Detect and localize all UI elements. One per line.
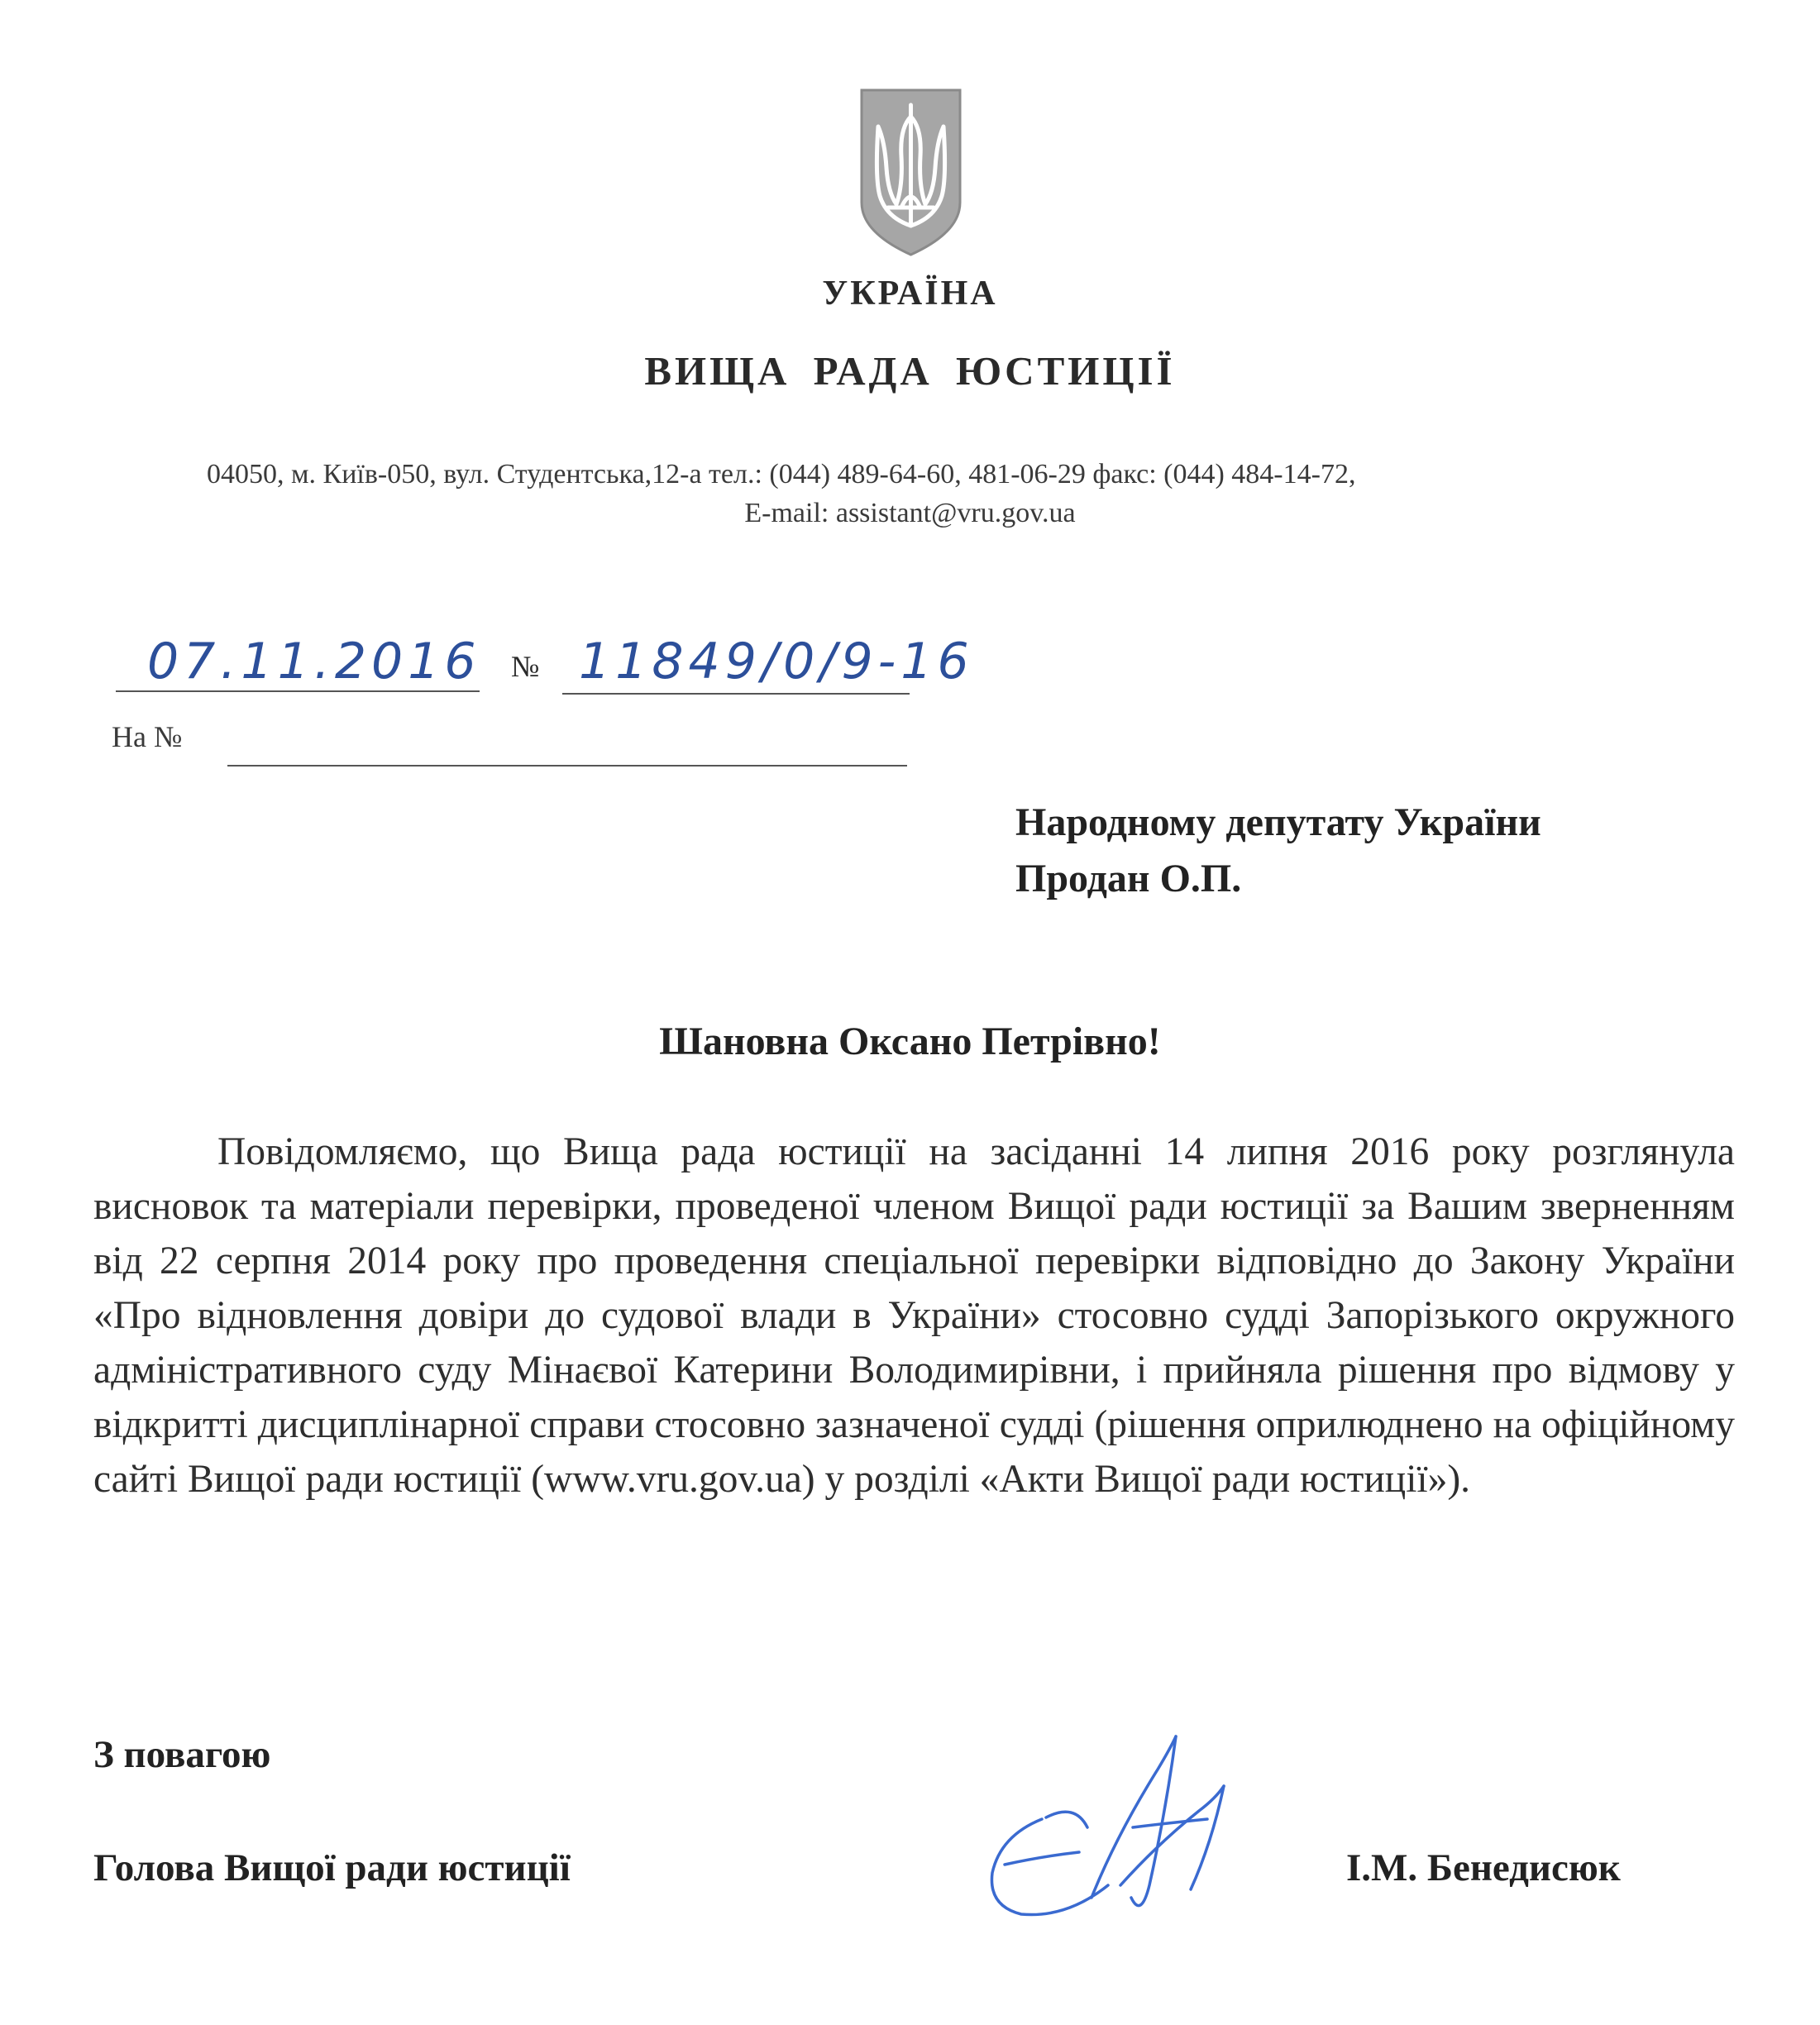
country-name: УКРАЇНА bbox=[822, 275, 998, 313]
reply-to-label: На № bbox=[112, 720, 183, 753]
signer-position: Голова Вищої ради юстиції bbox=[93, 1846, 571, 1889]
coat-of-arms-icon bbox=[858, 87, 963, 258]
letter-body: Повідомляємо, що Вища рада юстиції на засіданні 14 липня 2016 року розглянула висновок та матеріали перевірки, проведеної членом Вищої ради юстиції за Вашим зверненням від 22 серпня 2014 року про проведення спеціальної перевірки відповідно до Закону України «Про відновлення довіри до судової влади в України» стосовно судді Запорізького окружного адміністративного суду Мінаєвої Катерини Володимирівни, і прийняла рішення про відмову у відкритті дисциплінарної справи стосовно зазначеної судді (рішення оприлюднено на офіційному сайті Вищої ради юстиції (www.vru.gov.ua) у розділі «Акти Вищої ради юстиції»). bbox=[93, 1130, 1735, 1501]
signer-name: І.М. Бенедисюк bbox=[1346, 1846, 1621, 1889]
organization-name: ВИЩА РАДА ЮСТИЦІЇ bbox=[644, 348, 1176, 394]
email-line: E-mail: assistant@vru.gov.ua bbox=[744, 498, 1076, 528]
number-label: № bbox=[511, 650, 540, 683]
outgoing-date: 07.11.2016 bbox=[147, 633, 481, 690]
date-underline bbox=[116, 690, 480, 692]
outgoing-number: 11849/0/9-16 bbox=[579, 633, 974, 690]
recipient-name: Продан О.П. bbox=[1015, 857, 1242, 900]
recipient-title: Народному депутату України bbox=[1015, 800, 1541, 844]
greeting: Шановна Оксано Петрівно! bbox=[659, 1020, 1161, 1063]
address-line: 04050, м. Київ-050, вул. Студентська,12-а тел.: (044) 489-64-60, 481-06-29 факс: (044) 484-14-72, bbox=[207, 459, 1356, 490]
closing: З повагою bbox=[93, 1733, 271, 1776]
number-underline bbox=[562, 693, 910, 695]
handwritten-signature bbox=[943, 1720, 1265, 1927]
reply-to-underline bbox=[227, 765, 907, 767]
